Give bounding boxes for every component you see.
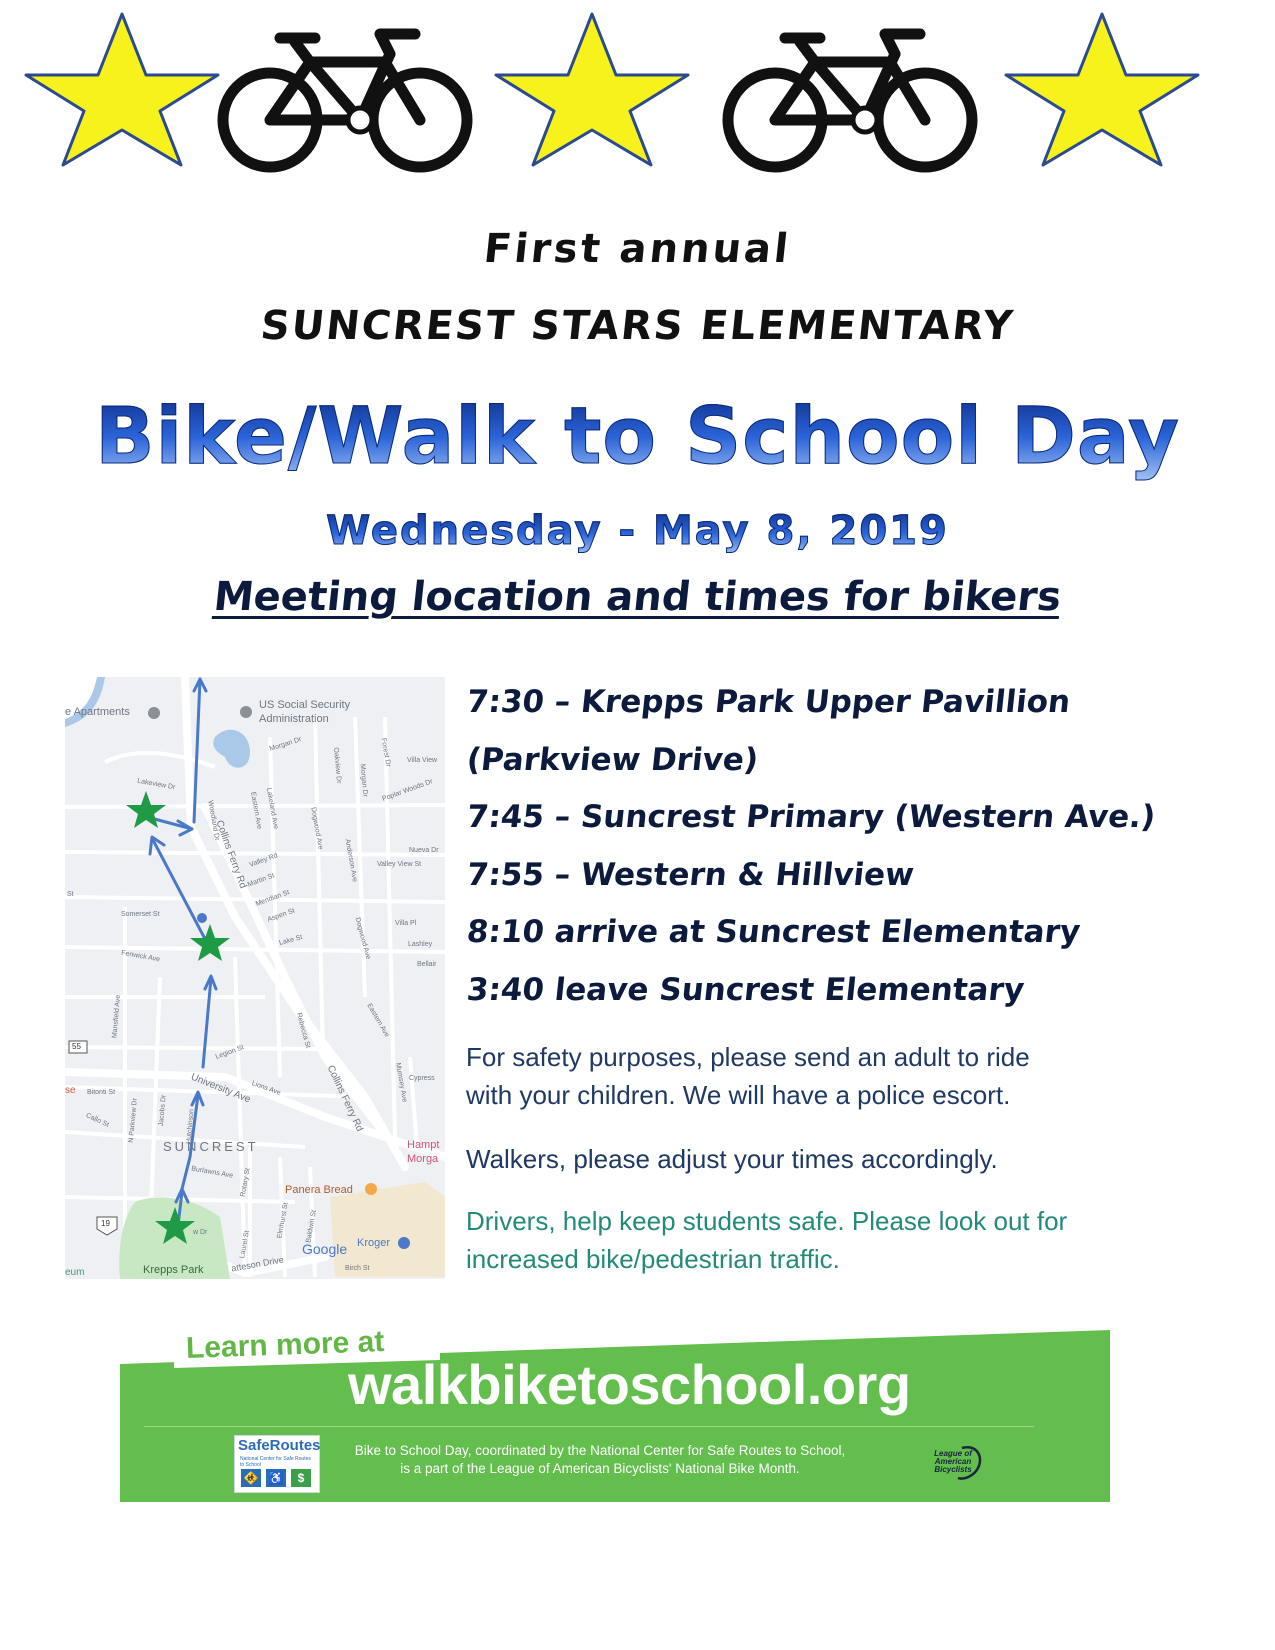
drivers-note	[466, 1202, 1186, 1278]
map-label: Mansfield Ave	[111, 994, 123, 1039]
map-label: Jacobs Dr	[157, 1094, 168, 1127]
map-label: Valley View St	[377, 861, 422, 868]
safe-routes-logo-subtext: National Center for Safe Routes to School	[240, 1456, 311, 1468]
map-label: Hutchinson	[185, 1108, 196, 1145]
map-label: Eastern Ave	[249, 791, 263, 830]
map-label: Valley Rd	[248, 852, 279, 869]
map-label: Forest Dr	[379, 737, 392, 768]
map-label: e Apartments	[65, 706, 130, 718]
map-label: Cypress	[409, 1075, 435, 1082]
map-label: University Ave	[189, 1071, 252, 1106]
league-logo-text	[918, 1450, 988, 1474]
event-title: Bike/Walk to School Day	[0, 392, 1275, 482]
map-label: Bellair	[417, 961, 437, 968]
walkers-note: Walkers, please adjust your times accordingly.	[466, 1144, 998, 1174]
map-label: Morgan Dr	[358, 763, 369, 798]
map-label: Burlawns Ave	[190, 1165, 234, 1180]
map-label: Woodland Dr	[206, 799, 221, 842]
schedule-item: 7:55 – Western & Hillview	[465, 856, 916, 893]
safety-note-line: with your children. We will have a police escort.	[466, 1080, 1011, 1110]
league-of-american-bicyclists-logo	[918, 1442, 988, 1486]
schedule-item: (Parkview Drive)	[465, 741, 761, 778]
walker-icon: 🚸	[241, 1469, 261, 1487]
map-label: Rebecca St	[295, 1012, 312, 1049]
banner-url-link[interactable]: walkbiketoschool.org	[348, 1353, 911, 1416]
map-label: atteson Drive	[230, 1254, 285, 1274]
map-label: St	[67, 891, 74, 898]
map-label: Eastern Ave	[365, 1002, 391, 1039]
map-label: Morgan Dr	[268, 736, 303, 753]
map-label: Oakview Dr	[332, 747, 343, 784]
map-label: SUNCREST	[163, 1139, 259, 1154]
meeting-heading	[0, 574, 1275, 620]
map-label: Panera Bread	[285, 1184, 353, 1196]
map-label: Villa View	[407, 757, 438, 764]
map-label: 55	[72, 1042, 81, 1051]
map-label: Bitonti St	[87, 1089, 116, 1096]
walkbiketoschool-banner[interactable]	[120, 1325, 1110, 1502]
map-label: Rotary St	[239, 1167, 252, 1198]
drivers-note-line: increased bike/pedestrian traffic.	[466, 1244, 840, 1274]
map-label: Fenwick Ave	[120, 949, 161, 964]
map-label: Somerset St	[121, 911, 160, 918]
map-label: Mumsey Ave	[394, 1062, 408, 1103]
map-label: Hampt	[407, 1139, 440, 1151]
safety-note-line: For safety purposes, please send an adult to ride	[466, 1042, 1030, 1072]
map-label: Martin St	[246, 872, 276, 889]
map-label: Baldwin St	[305, 1209, 318, 1244]
star-icon	[492, 12, 692, 167]
map-label: Nueva Dr	[409, 847, 439, 854]
map-label: Kroger	[357, 1237, 391, 1249]
map-label: Callo St	[84, 1112, 110, 1129]
safety-note	[466, 1038, 1186, 1114]
event-date: Wednesday - May 8, 2019	[0, 508, 1275, 554]
map-label: Dogwood Ave	[353, 916, 372, 961]
map-label: Lake St	[278, 934, 304, 947]
map-label: Krepps Park	[143, 1264, 204, 1276]
school-name: SUNCREST STARS ELEMENTARY	[258, 303, 1017, 349]
map-label: Villa Pl	[395, 920, 417, 927]
drivers-note-line: Drivers, help keep students safe. Please look out for	[466, 1206, 1068, 1236]
map-label: se	[65, 1085, 76, 1096]
s-icon: $	[291, 1469, 311, 1487]
learn-more-text: Learn more at	[185, 1325, 385, 1365]
schedule-item: 8:10 arrive at Suncrest Elementary	[465, 914, 1083, 950]
map-label: Elmhurst St	[276, 1202, 290, 1239]
map-label: Laurel St	[239, 1230, 251, 1259]
bicycle-icon	[720, 24, 980, 174]
bicycle-icon	[215, 24, 475, 174]
banner-credit-line: is a part of the League of American Bicyclists' National Bike Month.	[400, 1461, 800, 1476]
star-icon	[22, 12, 222, 167]
map-label: US Social Security	[259, 699, 351, 711]
map-label: Anderson Ave	[343, 838, 358, 883]
map-label: Collins Ferry Rd	[324, 1063, 365, 1134]
map-label: Aspen St	[266, 907, 296, 924]
star-icon	[1002, 12, 1202, 167]
banner-divider	[144, 1426, 1034, 1427]
map-label: Morga	[407, 1153, 439, 1165]
map-label: Lakeland Ave	[264, 787, 280, 830]
safe-routes-logo-text: SafeRoutes	[238, 1437, 321, 1454]
map-label: Birch St	[345, 1265, 370, 1272]
league-logo-line: American	[934, 1457, 972, 1466]
map-label: Legion St	[214, 1044, 245, 1061]
map-label: Lashley	[408, 941, 433, 948]
map-label: N Parkview Dr	[127, 1097, 139, 1144]
league-logo-line: League of	[934, 1449, 972, 1458]
league-logo-line: Bicyclists	[934, 1465, 972, 1474]
banner-credit	[320, 1442, 880, 1478]
safe-routes-logo	[234, 1435, 320, 1493]
map-label: 19	[101, 1219, 110, 1228]
map-label: Lakeview Dr	[136, 777, 176, 792]
map-label: Administration	[259, 713, 329, 725]
meeting-heading-text: Meeting location and times for bikers	[211, 574, 1064, 620]
map-label: Collins Ferry Rd	[213, 818, 249, 891]
schedule-item: 7:30 – Krepps Park Upper Pavillion	[465, 684, 1073, 720]
map-label: Meridian St	[254, 889, 291, 908]
map-label: Lions Ave	[250, 1080, 282, 1097]
map-label: Google	[302, 1241, 348, 1257]
first-annual-heading: First annual	[481, 226, 794, 272]
schedule-item: 7:45 – Suncrest Primary (Western Ave.)	[465, 799, 1158, 835]
schedule-list	[466, 682, 1166, 1027]
map-label: Dogwood Ave	[309, 806, 324, 851]
schedule-item: 3:40 leave Suncrest Elementary	[465, 971, 1026, 1008]
banner-credit-line: Bike to School Day, coordinated by the National Center for Safe Routes to School,	[354, 1443, 846, 1458]
map-label: w Dr	[193, 1229, 208, 1236]
bicycle-icon: ♿	[266, 1469, 286, 1487]
map-label: Poplar Woods Dr	[381, 778, 434, 803]
route-map	[65, 677, 445, 1279]
map-label: eum	[65, 1267, 85, 1278]
